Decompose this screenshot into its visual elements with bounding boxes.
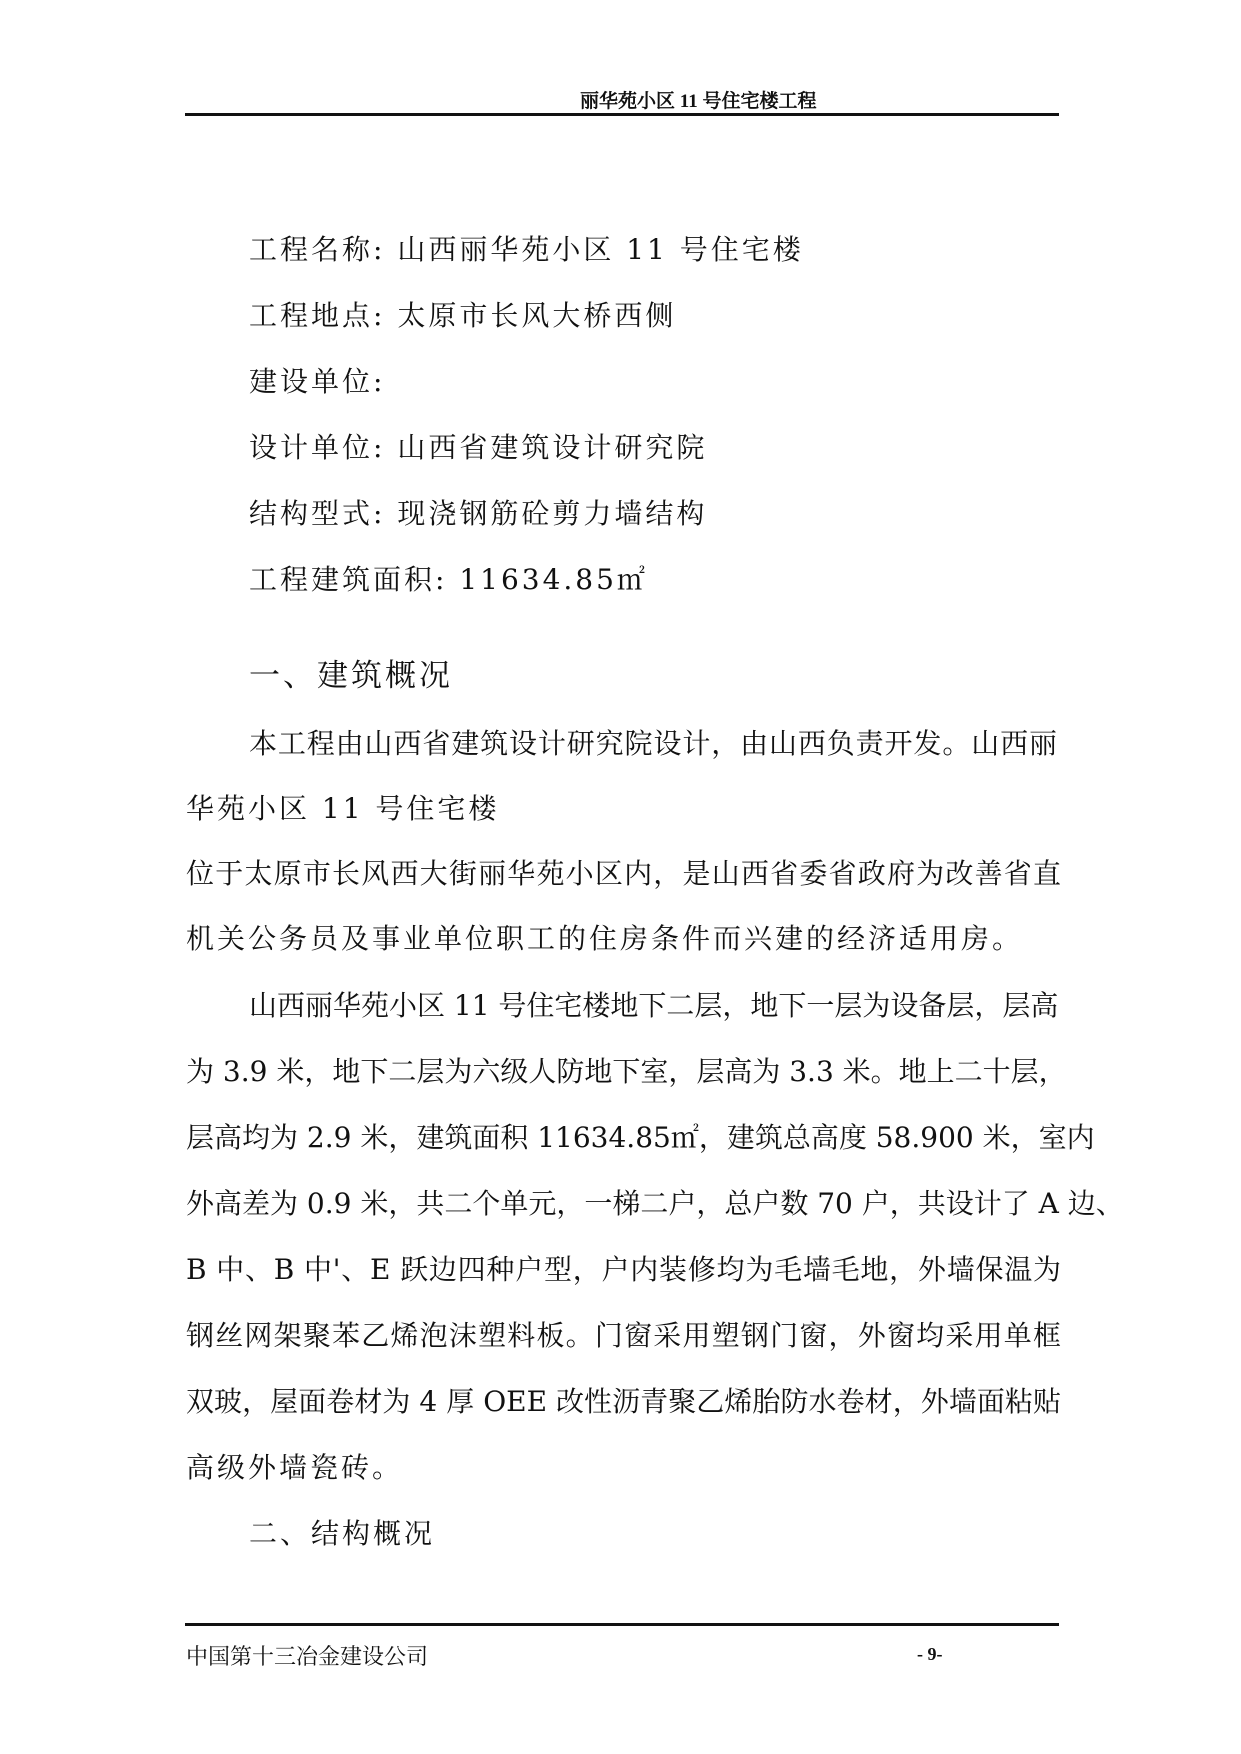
project-location-line: 工程地点: 太原市长风大桥西侧 — [249, 299, 677, 332]
construction-unit-line: 建设单位: — [249, 365, 386, 398]
paragraph-line: 层高均为 2.9 米，建筑面积 11634.85㎡，建筑总高度 58.900 米，室内 — [186, 1121, 1095, 1154]
section-heading-architecture: 一、建筑概况 — [249, 658, 453, 694]
section-heading-structure: 二、结构概况 — [249, 1517, 436, 1550]
paragraph-line: 外高差为 0.9 米，共二个单元，一梯二户，总户数 70 户，共设计了 A 边、 — [186, 1187, 1124, 1220]
paragraph-line: 机关公务员及事业单位职工的住房条件而兴建的经济适用房。 — [186, 922, 1024, 955]
paragraph-line: 为 3.9 米，地下二层为六级人防地下室，层高为 3.3 米。地上二十层， — [186, 1055, 1067, 1088]
page-number: - 9- — [917, 1644, 943, 1664]
design-unit-line: 设计单位: 山西省建筑设计研究院 — [249, 431, 708, 464]
building-area-line: 工程建筑面积: 11634.85㎡ — [249, 563, 648, 596]
paragraph-line: 本工程由山西省建筑设计研究院设计，由山西负责开发。山西丽 — [249, 727, 1057, 760]
paragraph-line: 山西丽华苑小区 11 号住宅楼地下二层，地下一层为设备层，层高 — [249, 989, 1059, 1022]
paragraph-line: B 中、B 中'、E 跃边四种户型，户内装修均为毛墙毛地，外墙保温为 — [186, 1253, 1061, 1286]
project-name-line: 工程名称: 山西丽华苑小区 11 号住宅楼 — [249, 233, 804, 266]
paragraph-line: 高级外墙瓷砖。 — [186, 1451, 404, 1484]
structure-type-line: 结构型式: 现浇钢筋砼剪力墙结构 — [249, 497, 708, 530]
header-divider — [185, 113, 1059, 116]
paragraph-line: 钢丝网架聚苯乙烯泡沫塑料板。门窗采用塑钢门窗，外窗均采用单框 — [186, 1319, 1061, 1352]
paragraph-line: 华苑小区 11 号住宅楼 — [186, 792, 500, 825]
paragraph-line: 位于太原市长风西大街丽华苑小区内，是山西省委省政府为改善省直 — [186, 857, 1061, 890]
paragraph-line: 双玻，屋面卷材为 4 厚 OEE 改性沥青聚乙烯胎防水卷材，外墙面粘贴 — [186, 1385, 1061, 1418]
footer-company: 中国第十三冶金建设公司 — [186, 1645, 429, 1670]
footer-divider — [185, 1623, 1059, 1626]
header-title: 丽华苑小区 11 号住宅楼工程 — [580, 91, 817, 112]
